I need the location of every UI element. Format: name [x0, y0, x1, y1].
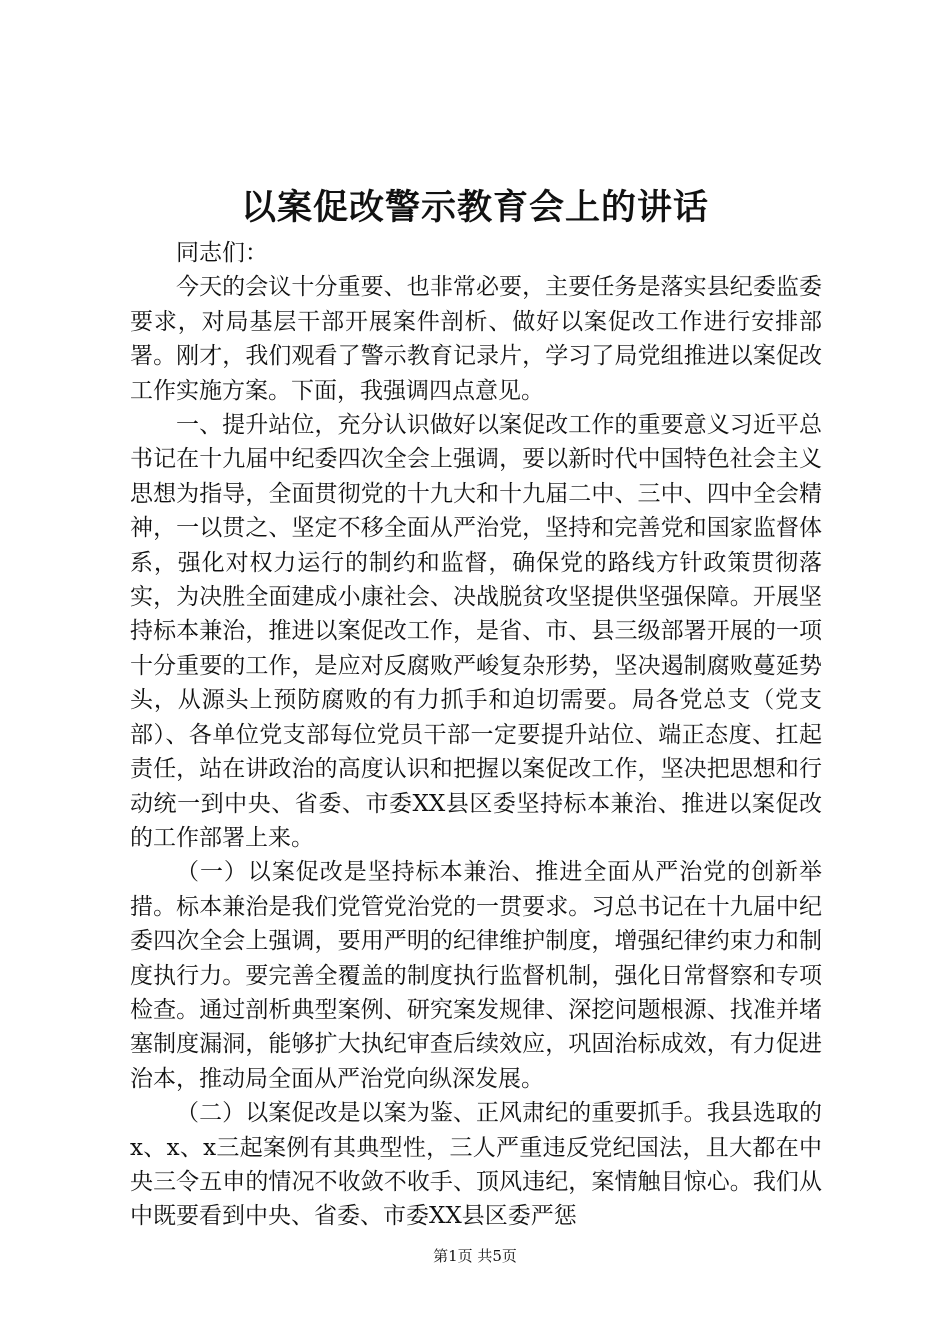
paragraph-section-1: 一、提升站位，充分认识做好以案促改工作的重要意义习近平总书记在十九届中纪委四次全会上强调，要以新时代中国特色社会主义思想为指导，全面贯彻党的十九大和十九届二中、三中、四中全会精神，一以贯之、坚定不移全面从严治党，坚持和完善党和国家监督体系，强化对权力运行的制约和监督，确保党的路线方针政策贯彻落实，为决胜全面建成小康社会、决战脱贫攻坚提供坚强保障。开展坚持标本兼治，推进以案促改工作，是省、市、县三级部署开展的一项十分重要的工作，是应对反腐败严峻复杂形势，坚决遏制腐败蔓延势头，从源头上预防腐败的有力抓手和迫切需要。局各党总支（党支部）、各单位党支部每位党员干部一定要提升站位、端正态度、扛起责任，站在讲政治的高度认识和把握以案促改工作，坚决把思想和行动统一到中央、省委、市委XX县区委坚持标本兼治、推进以案促改的工作部署上来。: [130, 412, 822, 851]
page-number-footer: 第1页 共5页: [433, 1247, 517, 1265]
document-title: 以案促改警示教育会上的讲话: [240, 187, 709, 228]
paragraph-intro: 今天的会议十分重要、也非常必要，主要任务是落实县纪委监委要求，对局基层干部开展案件剖析、做好以案促改工作进行安排部署。刚才，我们观看了警示教育记录片，学习了局党组推进以案促改工作实施方案。下面，我强调四点意见。: [130, 274, 822, 404]
paragraph-subsection-2: （二）以案促改是以案为鉴、正风肃纪的重要抓手。我县选取的x、x、x三起案例有其典型性，三人严重违反党纪国法，且大都在中央三令五申的情况不收敛不收手、顶风违纪，案情触目惊心。我们从中既要看到中央、省委、市委XX县区委严惩: [130, 1100, 822, 1230]
salutation: 同志们：: [176, 240, 268, 266]
paragraph-subsection-1: （一）以案促改是坚持标本兼治、推进全面从严治党的创新举措。标本兼治是我们党管党治党的一贯要求。习总书记在十九届中纪委四次全会上强调，要用严明的纪律维护制度，增强纪律约束力和制度执行力。要完善全覆盖的制度执行监督机制，强化日常督察和专项检查。通过剖析典型案例、研究案发规律、深挖问题根源、找准并堵塞制度漏洞，能够扩大执纪审查后续效应，巩固治标成效，有力促进治本，推动局全面从严治党向纵深发展。: [130, 859, 822, 1092]
document-body: [130, 236, 822, 1234]
